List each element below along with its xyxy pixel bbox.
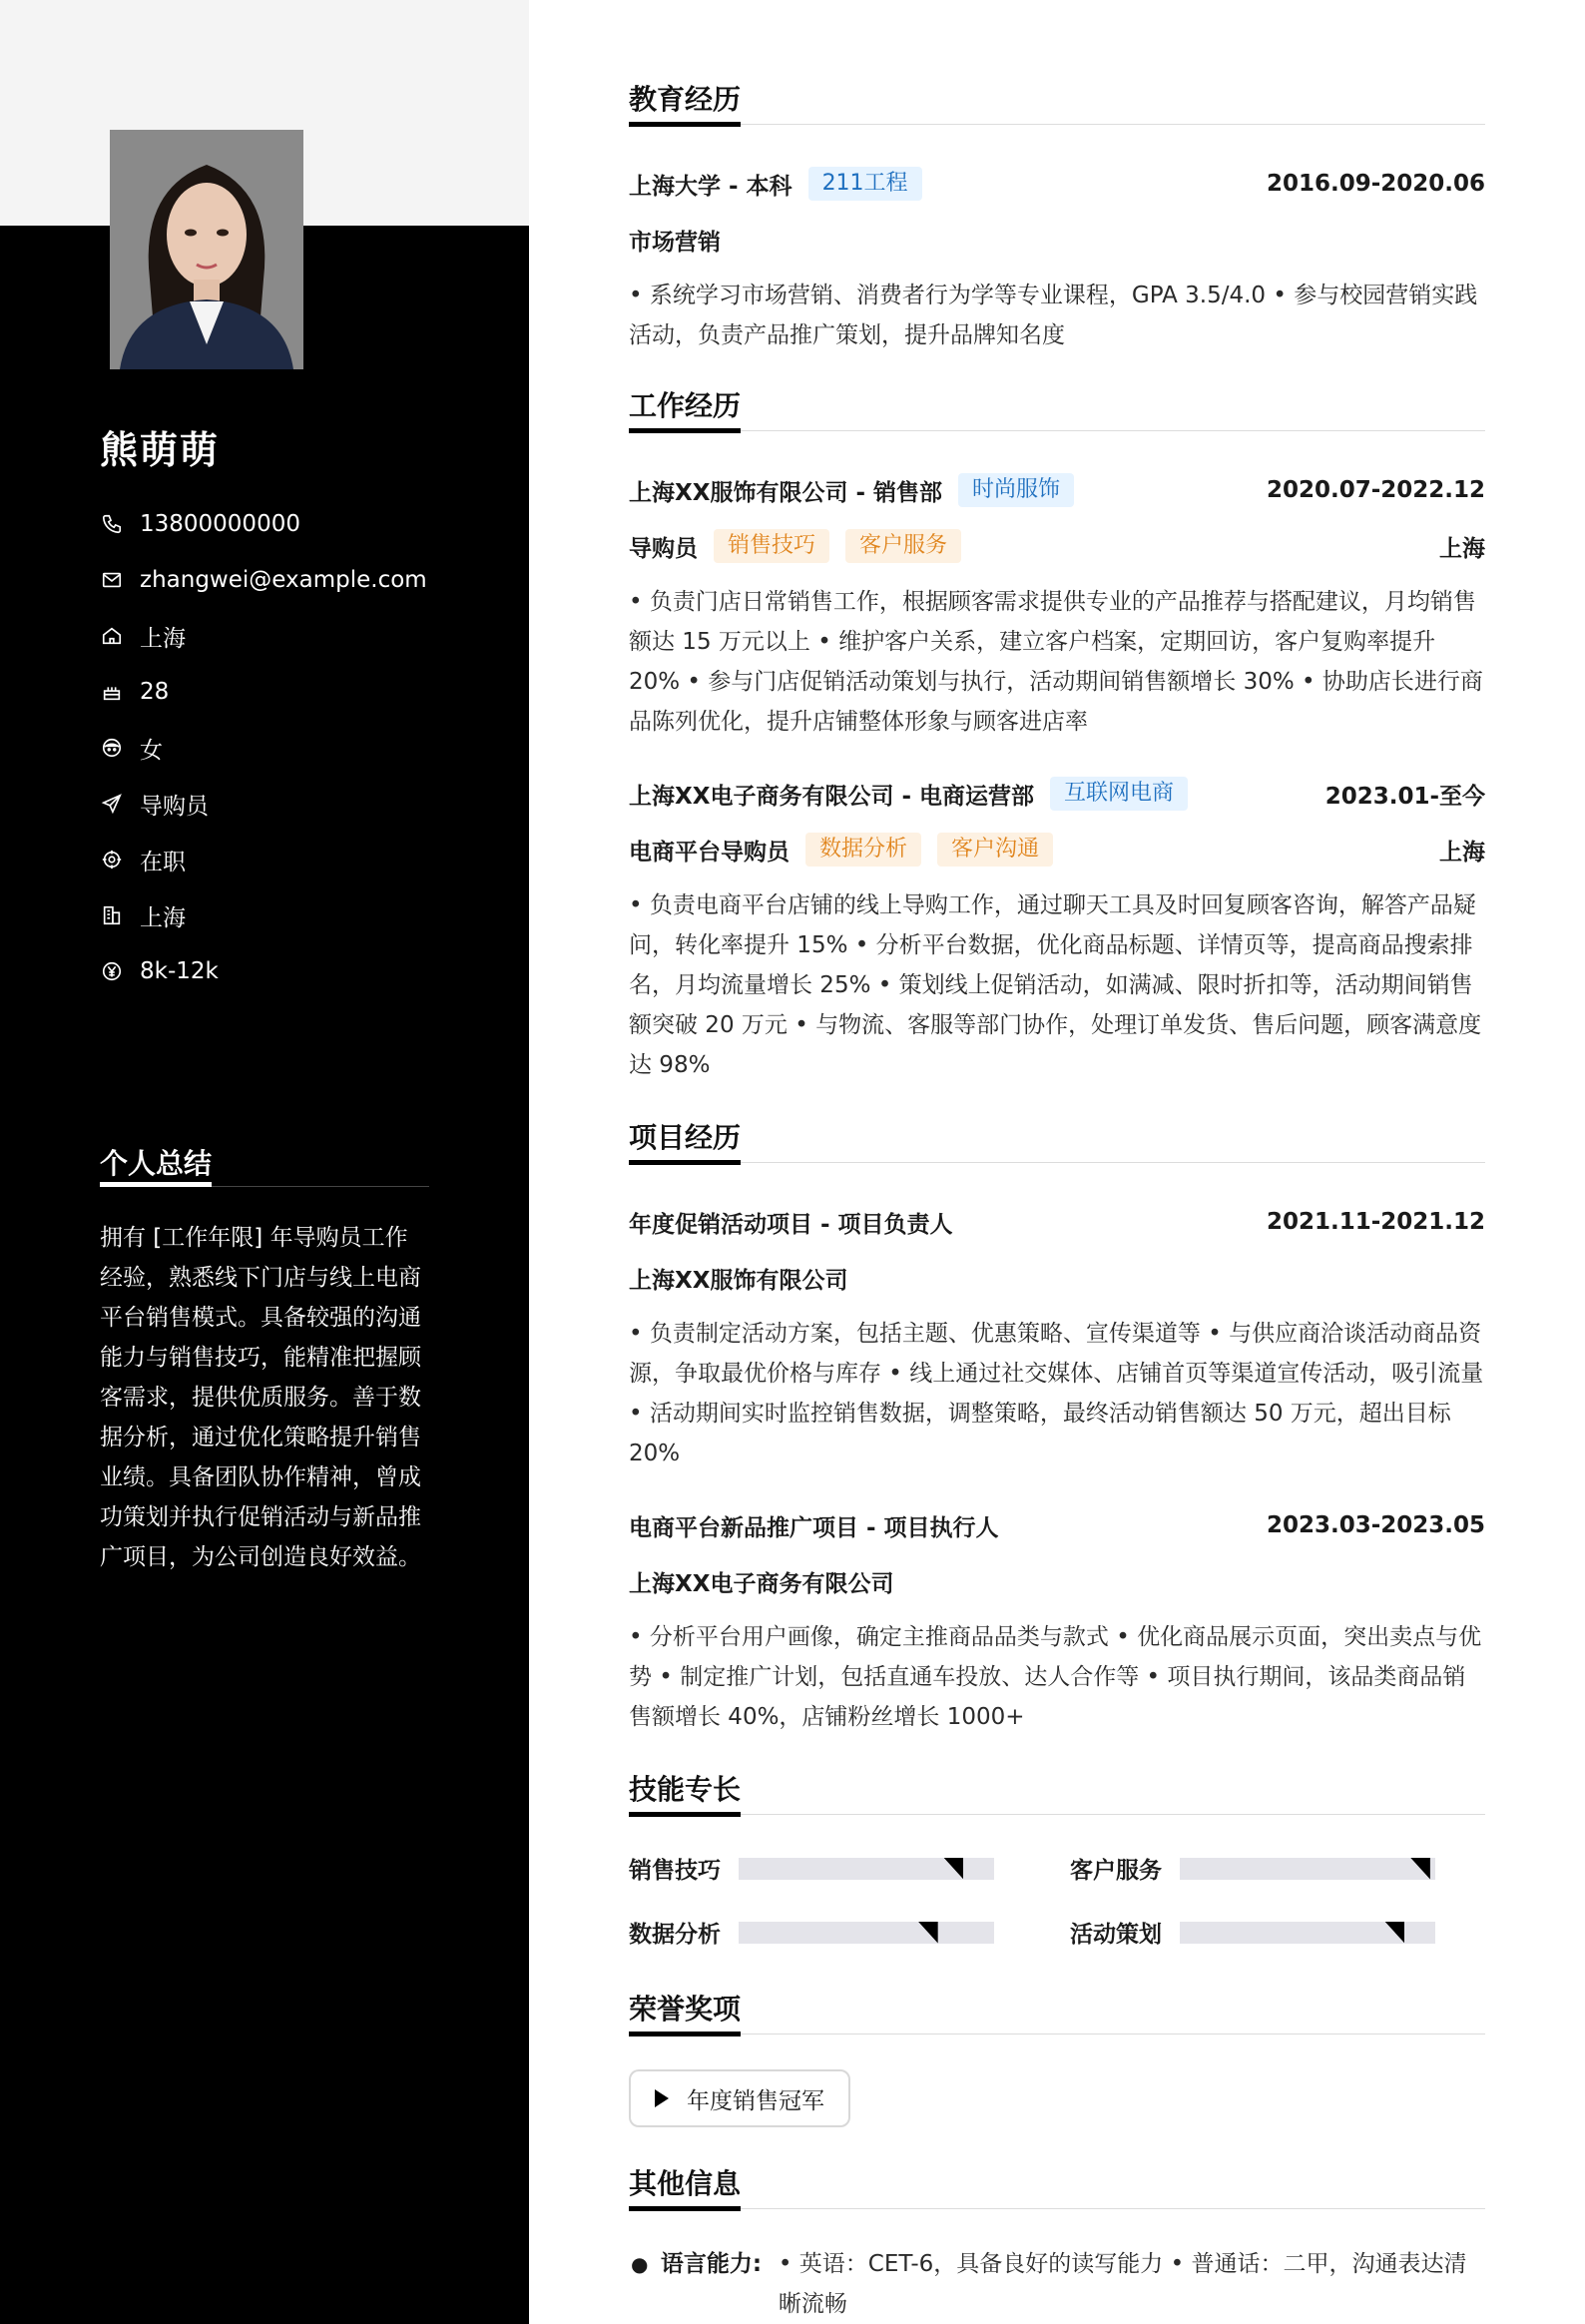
skill-bar xyxy=(1180,1858,1435,1880)
major-row xyxy=(629,220,1485,260)
project-date: 2021.11-2021.12 xyxy=(1266,1209,1485,1235)
work-skill-tag: 客户沟通 xyxy=(937,833,1053,867)
email-text[interactable]: zhangwei@example.com xyxy=(140,567,427,593)
school-tag: 211工程 xyxy=(808,167,922,201)
project-company-row xyxy=(629,1561,1485,1601)
skill-bar xyxy=(739,1858,994,1880)
work-item-header xyxy=(629,774,1485,814)
status-text: 在职 xyxy=(140,849,186,875)
project-header xyxy=(629,1202,1485,1242)
work-heading: 工作经历 xyxy=(629,389,742,422)
cake-icon xyxy=(100,680,124,704)
education-date: 2016.09-2020.06 xyxy=(1266,171,1485,197)
play-icon xyxy=(655,2089,669,2107)
home-icon xyxy=(100,624,124,648)
age-item xyxy=(100,664,427,720)
skill-label: 客户服务 xyxy=(1070,1858,1162,1884)
skill-label: 销售技巧 xyxy=(629,1858,721,1884)
mail-icon xyxy=(100,568,124,592)
phone-text[interactable]: 13800000000 xyxy=(140,511,300,537)
projects-rule xyxy=(629,1160,1485,1166)
work-desc: • 负责电商平台店铺的线上导购工作，通过聊天工具及时回复顾客咨询，解答产品疑问，转化率提升 15% • 分析平台数据，优化商品标题、详情页等，提高商品搜索排名，月均流量增长 25% • 策划线上促销活动，如满减、限时折扣等，活动期间销售额突破 20 万元 • 与物流、客服等部门协作，处理订单发货、售后问题，顾客满意度达 98% xyxy=(629,892,1482,1078)
profile-photo xyxy=(110,130,303,369)
award-item[interactable] xyxy=(629,2069,850,2127)
summary-heading-underline xyxy=(100,1182,212,1187)
salary-item xyxy=(100,943,427,999)
age-text: 28 xyxy=(140,679,170,705)
project-company: 上海XX服饰有限公司 xyxy=(629,1267,848,1294)
award-label: 年度销售冠军 xyxy=(687,2087,824,2114)
skill-bar-fill xyxy=(739,1922,938,1944)
awards-rule xyxy=(629,2032,1485,2037)
contact-info-list xyxy=(100,496,427,999)
skill-label: 数据分析 xyxy=(629,1922,721,1948)
skill-bar-fill xyxy=(1180,1858,1430,1880)
work-desc: • 负责门店日常销售工作，根据顾客需求提供专业的产品推荐与搭配建议，月均销售额达 15 万元以上 • 维护客户关系，建立客户档案，定期回访，客户复购率提升 20% • 参与门店促销活动策划与执行，活动期间销售额增长 30% • 协助店长进行商品陈列优化，提升店铺整体形象与顾客进店率 xyxy=(629,589,1483,735)
skill-bar xyxy=(739,1922,994,1944)
skill-bar-fill xyxy=(739,1858,963,1880)
work-role-row xyxy=(629,830,1485,870)
work-date: 2023.01-至今 xyxy=(1324,783,1485,810)
language-value: • 英语：CET-6，具备良好的读写能力 • 普通话：二甲，沟通表达清晰流畅 xyxy=(778,2251,1467,2317)
skill-bar xyxy=(1180,1922,1435,1944)
project-name: 年度促销活动项目 - 项目负责人 xyxy=(629,1211,953,1238)
project-company-row xyxy=(629,1258,1485,1298)
work-section xyxy=(629,386,1485,1085)
skills-section xyxy=(629,1770,1485,1980)
city-text: 上海 xyxy=(140,904,186,931)
project-date: 2023.03-2023.05 xyxy=(1266,1512,1485,1538)
work-industry-tag: 互联网电商 xyxy=(1050,777,1188,811)
work-company: 上海XX电子商务有限公司 - 电商运营部 xyxy=(629,783,1035,810)
summary-heading: 个人总结 xyxy=(100,1147,213,1180)
gender-icon xyxy=(100,736,124,760)
candidate-name: 熊萌萌 xyxy=(100,428,221,472)
work-company: 上海XX服饰有限公司 - 销售部 xyxy=(629,479,943,506)
other-heading: 其他信息 xyxy=(629,2167,742,2200)
summary-text: 拥有 [工作年限] 年导购员工作经验，熟悉线下门店与线上电商平台销售模式。具备较强的沟通能力与销售技巧，能精准把握顾客需求，提供优质服务。善于数据分析，通过优化策略提升销售业绩。具备团队协作精神，曾成功策划并执行促销活动与新品推广项目，为公司创造良好效益。 xyxy=(100,1225,421,1570)
awards-heading: 荣誉奖项 xyxy=(629,1993,742,2026)
phone-icon xyxy=(100,512,124,536)
work-city: 上海 xyxy=(1439,839,1485,866)
project-desc: • 负责制定活动方案，包括主题、优惠策略、宣传渠道等 • 与供应商洽谈活动商品资源，争取最优价格与库存 • 线上通过社交媒体、店铺首页等渠道宣传活动，吸引流量 • 活动期间实时监控销售数据，调整策略，最终活动销售额达 50 万元，超出目标 20% xyxy=(629,1321,1484,1466)
location-item xyxy=(100,608,427,664)
major-name: 市场营销 xyxy=(629,229,721,256)
salary-text: 8k-12k xyxy=(140,958,219,984)
language-row xyxy=(629,2244,1485,2324)
email-item xyxy=(100,552,427,608)
gender-item xyxy=(100,720,427,776)
work-item-header xyxy=(629,470,1485,510)
skill-label: 活动策划 xyxy=(1070,1922,1162,1948)
work-skill-tag: 销售技巧 xyxy=(714,529,829,563)
skills-heading: 技能专长 xyxy=(629,1773,742,1806)
education-rule xyxy=(629,122,1485,128)
status-icon xyxy=(100,848,124,872)
project-header xyxy=(629,1505,1485,1545)
skill-item xyxy=(1070,1852,1435,1885)
project-company: 上海XX电子商务有限公司 xyxy=(629,1570,894,1597)
work-role: 导购员 xyxy=(629,535,698,562)
skill-item xyxy=(629,1852,994,1885)
phone-item xyxy=(100,496,427,552)
other-section xyxy=(629,2164,1485,2324)
projects-heading: 项目经历 xyxy=(629,1121,742,1154)
city-item xyxy=(100,887,427,943)
education-heading: 教育经历 xyxy=(629,83,742,116)
language-label: 语言能力: xyxy=(660,2251,763,2277)
projects-section xyxy=(629,1118,1485,1737)
work-industry-tag: 时尚服饰 xyxy=(958,473,1074,507)
yen-icon xyxy=(100,959,124,983)
send-icon xyxy=(100,792,124,816)
skill-bar-fill xyxy=(1180,1922,1404,1944)
skill-item xyxy=(1070,1916,1435,1949)
work-rule xyxy=(629,428,1485,434)
status-item xyxy=(100,832,427,887)
work-city: 上海 xyxy=(1439,535,1485,562)
project-desc: • 分析平台用户画像，确定主推商品品类与款式 • 优化商品展示页面，突出卖点与优势 • 制定推广计划，包括直通车投放、达人合作等 • 项目执行期间，该品类商品销售额增长 40%，店铺粉丝增长 1000+ xyxy=(629,1624,1482,1730)
work-skill-tag: 客户服务 xyxy=(845,529,961,563)
location-text: 上海 xyxy=(140,625,186,652)
education-desc: • 系统学习市场营销、消费者行为学等专业课程，GPA 3.5/4.0 • 参与校园营销实践活动，负责产品推广策划，提升品牌知名度 xyxy=(629,283,1478,348)
awards-section xyxy=(629,1990,1485,2127)
skill-item xyxy=(629,1916,994,1949)
work-role-row xyxy=(629,526,1485,566)
skills-rule xyxy=(629,1812,1485,1818)
work-date: 2020.07-2022.12 xyxy=(1266,477,1485,503)
building-icon xyxy=(100,903,124,927)
position-text: 导购员 xyxy=(140,793,209,820)
project-name: 电商平台新品推广项目 - 项目执行人 xyxy=(629,1514,999,1541)
education-section xyxy=(629,80,1485,355)
school-name: 上海大学 - 本科 xyxy=(629,173,792,200)
gender-text: 女 xyxy=(140,737,163,764)
position-item xyxy=(100,776,427,832)
work-skill-tag: 数据分析 xyxy=(805,833,921,867)
bullet-icon: ● xyxy=(631,2252,649,2276)
work-role: 电商平台导购员 xyxy=(629,839,790,866)
education-row xyxy=(629,164,1485,204)
other-rule xyxy=(629,2206,1485,2212)
